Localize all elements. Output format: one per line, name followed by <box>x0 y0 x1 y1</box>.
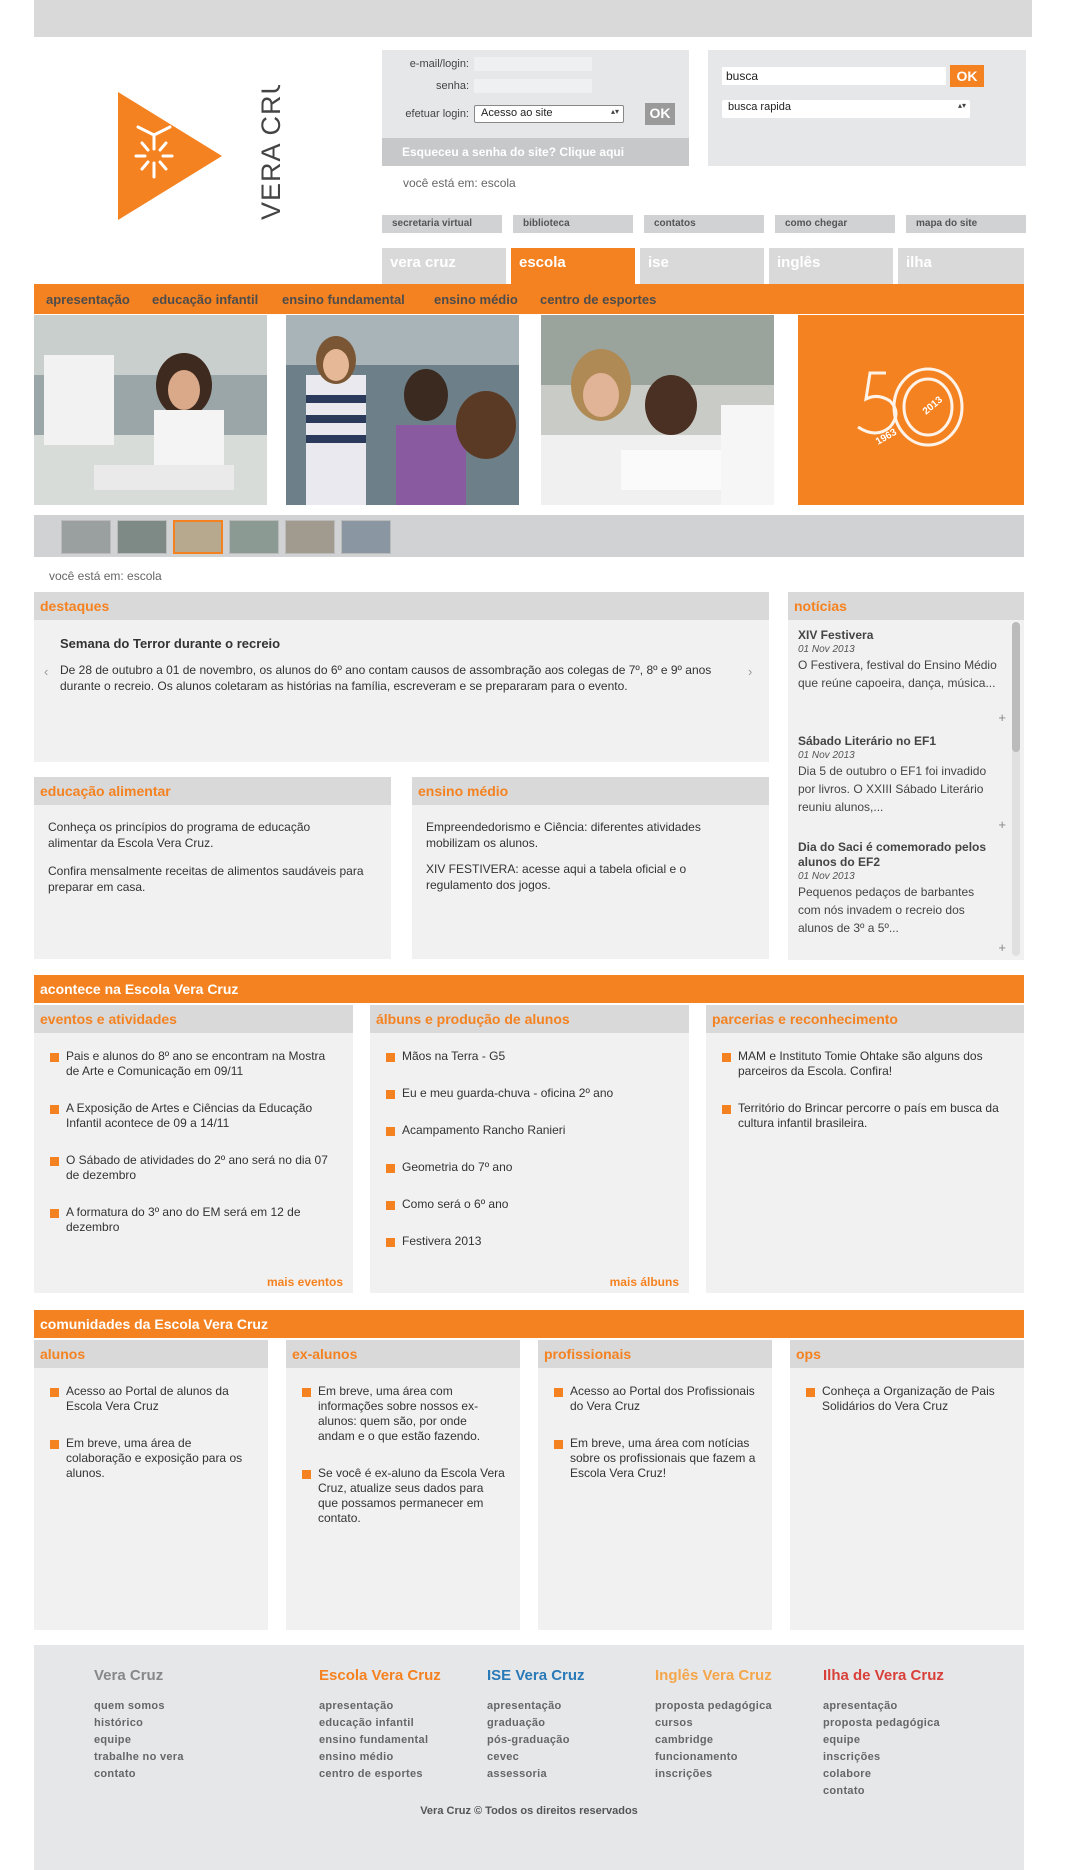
list-item[interactable]: Festivera 2013 <box>384 1234 674 1249</box>
alunos-list <box>48 1384 253 1481</box>
list-item[interactable]: Acesso ao Portal dos Profissionais do Vera Cruz <box>552 1384 757 1414</box>
destaques-prev-icon[interactable]: ‹ <box>44 664 49 679</box>
footer-link[interactable]: apresentação <box>823 1700 898 1712</box>
quick-search-select[interactable] <box>722 100 970 118</box>
email-label: e-mail/login: <box>409 58 469 70</box>
news-title[interactable]: XIV Festivera <box>798 628 874 642</box>
list-item[interactable]: Geometria do 7º ano <box>384 1160 674 1175</box>
footer-link[interactable]: trabalhe no vera <box>94 1751 184 1763</box>
noticias-title: notícias <box>788 592 1024 620</box>
tab-ilha[interactable]: ilha <box>898 248 1024 284</box>
footer-col-title[interactable]: Ilha de Vera Cruz <box>823 1667 944 1684</box>
footer-col-ise <box>487 1667 585 1783</box>
gallery-thumb-4[interactable] <box>229 520 279 554</box>
footer-link[interactable]: proposta pedagógica <box>655 1700 772 1712</box>
news-item[interactable] <box>798 840 998 937</box>
select-arrows-icon: ▴▾ <box>610 107 619 116</box>
footer-link[interactable]: inscrições <box>823 1751 881 1763</box>
gallery-thumb-2[interactable] <box>117 520 167 554</box>
section-subnav <box>34 284 1024 314</box>
news-more-icon[interactable]: + <box>998 817 1006 832</box>
tab-ise[interactable]: ise <box>640 248 764 284</box>
eventos-list <box>48 1049 338 1235</box>
eventos-panel <box>34 1005 353 1293</box>
footer-link[interactable]: quem somos <box>94 1700 165 1712</box>
anniversary-start: 1963 <box>874 426 899 448</box>
list-item[interactable]: A Exposição de Artes e Ciências da Educação Infantil acontece de 09 a 14/11 <box>48 1101 338 1131</box>
news-scrollbar[interactable] <box>1012 622 1020 956</box>
destaques-title: destaques <box>34 592 769 620</box>
albuns-title: álbuns e produção de alunos <box>370 1005 689 1033</box>
subnav-ensino-fundamental[interactable]: ensino fundamental <box>282 292 405 307</box>
footer-col-title[interactable]: Vera Cruz <box>94 1667 164 1684</box>
footer-link[interactable]: apresentação <box>487 1700 562 1712</box>
ensino-medio-title: ensino médio <box>412 777 769 805</box>
quick-search-value: busca rapida <box>728 101 791 113</box>
list-item[interactable]: Conheça a Organização de Pais Solidários do Vera Cruz <box>804 1384 1009 1414</box>
subnav-centro-de-esportes[interactable]: centro de esportes <box>540 292 657 307</box>
list-item[interactable]: MAM e Instituto Tomie Ohtake são alguns dos parceiros da Escola. Confira! <box>720 1049 1010 1079</box>
gallery-thumb-6[interactable] <box>341 520 391 554</box>
footer-link[interactable]: ensino médio <box>319 1751 394 1763</box>
login-box <box>382 50 689 166</box>
list-item[interactable]: Se você é ex-aluno da Escola Vera Cruz, atualize seus dados para que possamos permanecer em contato. <box>300 1466 505 1526</box>
forgot-password-link[interactable]: Clique aqui <box>559 145 625 159</box>
alunos-title: alunos <box>34 1340 268 1368</box>
anniversary-50-badge <box>798 315 1024 505</box>
list-item[interactable]: Eu e meu guarda-chuva - oficina 2º ano <box>384 1086 674 1101</box>
mais-albuns-link[interactable]: mais álbuns <box>609 1275 679 1289</box>
tab-escola[interactable]: escola <box>511 248 635 284</box>
footer-link[interactable]: funcionamento <box>655 1751 738 1763</box>
ensino-medio-panel <box>412 777 769 959</box>
footer-col-ilha <box>823 1667 944 1800</box>
gallery-thumb-3[interactable] <box>173 520 223 554</box>
forgot-password-bar <box>382 138 689 166</box>
ex-alunos-list <box>300 1384 505 1526</box>
ex-alunos-title: ex-alunos <box>286 1340 520 1368</box>
footer-col-title[interactable]: Inglês Vera Cruz <box>655 1667 772 1684</box>
albuns-list <box>384 1049 674 1249</box>
anniversary-end: 2013 <box>920 394 945 418</box>
gallery-thumb-5[interactable] <box>285 520 335 554</box>
ensino-medio-text-1[interactable]: Empreendedorismo e Ciência: diferentes atividades mobilizam os alunos. <box>426 820 701 850</box>
list-item[interactable]: Como será o 6º ano <box>384 1197 674 1212</box>
news-item[interactable] <box>798 734 998 816</box>
footer-link[interactable]: assessoria <box>487 1768 547 1780</box>
list-item[interactable]: Em breve, uma área com informações sobre nossos ex-alunos: quem são, por onde andam e o que estão fazendo. <box>300 1384 505 1444</box>
news-text: Dia 5 de outubro o EF1 foi invadido por livros. O XXIII Sábado Literário reuniu alunos,... <box>798 764 987 814</box>
footer-link[interactable]: contato <box>823 1785 865 1797</box>
list-item[interactable]: A formatura do 3º ano do EM será em 12 de dezembro <box>48 1205 338 1235</box>
utility-contatos[interactable]: contatos <box>644 215 764 233</box>
subnav-ensino-medio[interactable]: ensino médio <box>434 292 518 307</box>
footer-link[interactable]: educação infantil <box>319 1717 414 1729</box>
news-date: 01 Nov 2013 <box>798 750 855 761</box>
password-field[interactable] <box>474 79 592 93</box>
list-item[interactable]: Mãos na Terra - G5 <box>384 1049 674 1064</box>
tab-vera-cruz[interactable]: vera cruz <box>382 248 506 284</box>
footer-link[interactable]: cambridge <box>655 1734 714 1746</box>
noticias-panel <box>788 592 1024 960</box>
footer-link[interactable]: pós-graduação <box>487 1734 570 1746</box>
list-item[interactable]: Acesso ao Portal de alunos da Escola Vera Cruz <box>48 1384 253 1414</box>
utility-mapa-do-site[interactable]: mapa do site <box>906 215 1026 233</box>
news-text: Pequenos pedaços de barbantes com nós invadem o recreio dos alunos de 3º a 5º... <box>798 885 975 935</box>
select-arrows-icon: ▴▾ <box>957 101 966 110</box>
gallery-thumbnails <box>34 515 1024 557</box>
news-date: 01 Nov 2013 <box>798 871 855 882</box>
list-item[interactable]: Em breve, uma área de colaboração e exposição para os alunos. <box>48 1436 253 1481</box>
list-item[interactable]: O Sábado de atividades do 2º ano será no dia 07 de dezembro <box>48 1153 338 1183</box>
footer-link[interactable]: proposta pedagógica <box>823 1717 940 1729</box>
educacao-alimentar-text-2[interactable]: Confira mensalmente receitas de alimentos saudáveis para preparar em casa. <box>48 864 364 894</box>
footer-link[interactable]: graduação <box>487 1717 546 1729</box>
vera-cruz-logo[interactable] <box>110 85 290 225</box>
parcerias-title: parcerias e reconhecimento <box>706 1005 1024 1033</box>
destaques-next-icon[interactable]: › <box>748 664 753 679</box>
acontece-banner: acontece na Escola Vera Cruz <box>34 975 1024 1003</box>
profissionais-list <box>552 1384 757 1481</box>
destaques-text: De 28 de outubro a 01 de novembro, os alunos do 6º ano contam causos de assombração aos colegas de 7º, 8º e 9º anos durante o recreio. Os alunos coletaram as histórias na família, escreveram e se prepararam para o evento. <box>60 663 712 693</box>
footer-link[interactable]: contato <box>94 1768 136 1780</box>
news-text: O Festivera, festival do Ensino Médio que reúne capoeira, dança, música... <box>798 658 997 690</box>
password-label: senha: <box>435 80 469 92</box>
subnav-educacao-infantil[interactable]: educação infantil <box>152 292 259 307</box>
footer-col-title[interactable]: Escola Vera Cruz <box>319 1667 441 1684</box>
educacao-alimentar-panel <box>34 777 391 959</box>
list-item[interactable]: Acampamento Rancho Ranieri <box>384 1123 674 1138</box>
news-title[interactable]: Dia do Saci é comemorado pelos alunos do EF2 <box>798 840 987 869</box>
profissionais-panel <box>538 1340 772 1630</box>
top-bar <box>34 0 1032 37</box>
albuns-panel <box>370 1005 689 1293</box>
footer-link[interactable]: centro de esportes <box>319 1768 423 1780</box>
news-item[interactable] <box>798 628 998 692</box>
ops-title: ops <box>790 1340 1024 1368</box>
utility-secretaria-virtual[interactable]: secretaria virtual <box>382 215 502 233</box>
news-date: 01 Nov 2013 <box>798 644 855 655</box>
login-ok-button[interactable]: OK <box>645 103 675 125</box>
news-more-icon[interactable]: + <box>998 940 1006 955</box>
tab-ingles[interactable]: inglês <box>769 248 893 284</box>
access-label: efetuar login: <box>405 108 469 120</box>
ops-list <box>804 1384 1009 1414</box>
alunos-panel <box>34 1340 268 1630</box>
footer-link[interactable]: colabore <box>823 1768 872 1780</box>
footer-link[interactable]: cursos <box>655 1717 693 1729</box>
destaques-headline[interactable]: Semana do Terror durante o recreio <box>60 636 281 651</box>
destaques-panel <box>34 592 769 762</box>
access-select-value: Acesso ao site <box>481 107 553 119</box>
list-item[interactable]: Em breve, uma área com notícias sobre os profissionais que fazem a Escola Vera Cruz! <box>552 1436 757 1481</box>
parcerias-panel <box>706 1005 1024 1293</box>
search-ok-button[interactable]: OK <box>950 65 984 87</box>
footer-link[interactable]: cevec <box>487 1751 520 1763</box>
news-title[interactable]: Sábado Literário no EF1 <box>798 734 937 748</box>
utility-biblioteca[interactable]: biblioteca <box>513 215 633 233</box>
ensino-medio-text-2[interactable]: XIV FESTIVERA: acesse aqui a tabela oficial e o regulamento dos jogos. <box>426 862 687 892</box>
site-footer <box>34 1645 1024 1870</box>
parcerias-list <box>720 1049 1010 1131</box>
educacao-alimentar-text-1[interactable]: Conheça os princípios do programa de educação alimentar da Escola Vera Cruz. <box>48 820 311 850</box>
comunidades-banner: comunidades da Escola Vera Cruz <box>34 1310 1024 1338</box>
gallery-photo-1[interactable] <box>34 315 267 505</box>
footer-link[interactable]: apresentação <box>319 1700 394 1712</box>
breadcrumb-main: você está em: escola <box>49 569 162 583</box>
footer-link[interactable]: inscrições <box>655 1768 713 1780</box>
access-select[interactable] <box>474 105 624 123</box>
list-item[interactable]: Pais e alunos do 8º ano se encontram na Mostra de Arte e Comunicação em 09/11 <box>48 1049 338 1079</box>
subnav-apresentacao[interactable]: apresentação <box>46 292 130 307</box>
breadcrumb-top: você está em: escola <box>403 176 516 190</box>
footer-link[interactable]: histórico <box>94 1717 144 1729</box>
news-scrollbar-thumb[interactable] <box>1012 622 1020 752</box>
footer-col-title[interactable]: ISE Vera Cruz <box>487 1667 585 1684</box>
ops-panel <box>790 1340 1024 1630</box>
forgot-password-text: Esqueceu a senha do site? <box>402 145 557 159</box>
footer-link[interactable]: ensino fundamental <box>319 1734 429 1746</box>
ex-alunos-panel <box>286 1340 520 1630</box>
copyright-text: Vera Cruz © Todos os direitos reservados <box>420 1805 638 1817</box>
search-box <box>708 50 1026 166</box>
search-input[interactable] <box>722 67 946 85</box>
logo-wordmark: VERA CRUZ <box>256 85 286 220</box>
news-more-icon[interactable]: + <box>998 710 1006 725</box>
list-item[interactable]: Território do Brincar percorre o país em busca da cultura infantil brasileira. <box>720 1101 1010 1131</box>
educacao-alimentar-title: educação alimentar <box>34 777 391 805</box>
footer-link[interactable]: equipe <box>823 1734 861 1746</box>
eventos-title: eventos e atividades <box>34 1005 353 1033</box>
footer-col-escola <box>319 1667 441 1783</box>
gallery-photo-2[interactable] <box>286 315 519 505</box>
footer-col-vera-cruz <box>94 1667 184 1783</box>
gallery-thumb-1[interactable] <box>61 520 111 554</box>
mais-eventos-link[interactable]: mais eventos <box>266 1275 343 1289</box>
profissionais-title: profissionais <box>538 1340 772 1368</box>
footer-col-ingles <box>655 1667 772 1783</box>
gallery-photo-3[interactable] <box>541 315 774 505</box>
footer-link[interactable]: equipe <box>94 1734 132 1746</box>
utility-como-chegar[interactable]: como chegar <box>775 215 895 233</box>
email-field[interactable] <box>474 57 592 71</box>
